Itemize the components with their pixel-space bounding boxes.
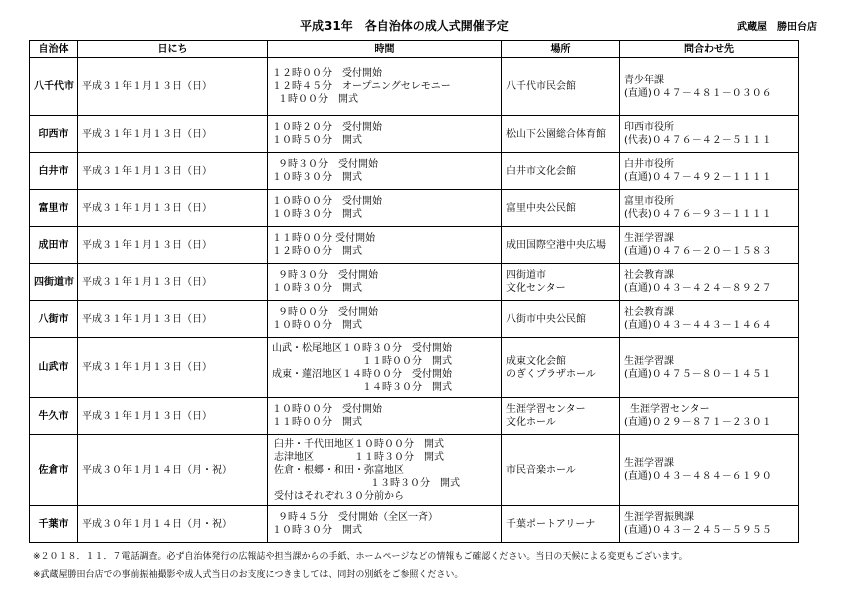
time-line: １２時４５分 オープニングセレモニー — [272, 81, 451, 92]
contact-line: 社会教育課 — [624, 270, 674, 281]
time-line: １１時００分 受付開始 — [272, 233, 376, 244]
contact-line: 社会教育課 — [624, 307, 674, 318]
contact-line: 生涯学習センター — [630, 404, 710, 415]
time-line: ９時００分 受付開始 — [278, 307, 378, 318]
contact-cell — [620, 227, 799, 264]
municipality-cell: 山武市 — [30, 338, 78, 398]
venue-cell — [502, 58, 620, 116]
contact-cell — [620, 264, 799, 301]
contact-cell — [620, 506, 799, 543]
contact-line: 富里市役所 — [624, 196, 674, 207]
time-cell — [268, 264, 502, 301]
col-header-contact: 問合わせ先 — [620, 41, 799, 58]
municipality-cell: 四街道市 — [30, 264, 78, 301]
venue-cell — [502, 264, 620, 301]
venue-line: 成田国際空港中央広場 — [506, 239, 606, 251]
time-cell — [268, 116, 502, 153]
time-line: １０時００分 開式 — [272, 320, 362, 331]
table-row — [30, 338, 799, 398]
time-cell — [268, 58, 502, 116]
contact-line: 白井市役所 — [624, 159, 674, 170]
contact-line: (代表)０４７６－９３－１１１１ — [624, 209, 772, 220]
venue-cell — [502, 338, 620, 398]
time-line: 佐倉・根郷・和田・弥富地区 — [274, 464, 404, 476]
shop-name: 武蔵屋 勝田台店 — [737, 22, 817, 33]
contact-cell — [620, 338, 799, 398]
time-line: １０時２０分 受付開始 — [272, 122, 382, 133]
municipality-cell: 千葉市 — [30, 506, 78, 543]
contact-line: 生涯学習課 — [624, 233, 674, 244]
venue-cell — [502, 435, 620, 506]
time-line: 臼井・千代田地区１０時００分 開式 — [274, 438, 444, 450]
date-cell: 平成３１年１月１３日（日） — [78, 227, 268, 264]
contact-line: (直通)０４３－４２４－８９２７ — [624, 283, 772, 294]
table-row — [30, 264, 799, 301]
table-row — [30, 227, 799, 264]
contact-cell — [620, 398, 799, 435]
date-cell: 平成３１年１月１３日（日） — [78, 58, 268, 116]
date-cell: 平成３１年１月１３日（日） — [78, 153, 268, 190]
municipality-cell: 佐倉市 — [30, 435, 78, 506]
contact-line: (直通)０４７６－２０－１５８３ — [624, 246, 772, 257]
contact-line: 印西市役所 — [624, 122, 674, 133]
date-cell: 平成３０年１月１４日（月・祝） — [78, 435, 268, 506]
date-cell: 平成３１年１月１３日（日） — [78, 116, 268, 153]
municipality-cell: 富里市 — [30, 190, 78, 227]
table-row — [30, 506, 799, 543]
municipality-cell: 八千代市 — [30, 58, 78, 116]
time-line: １０時００分 受付開始 — [272, 196, 382, 207]
municipality-cell: 印西市 — [30, 116, 78, 153]
contact-line: 生涯学習振興課 — [624, 512, 694, 523]
venue-cell — [502, 190, 620, 227]
time-line: １３時３０分 開式 — [370, 477, 460, 489]
col-header-municipality: 自治体 — [30, 41, 78, 58]
venue-line: 生涯学習センター — [506, 404, 586, 415]
contact-line: 生涯学習課 — [624, 355, 674, 367]
date-cell: 平成３１年１月１３日（日） — [78, 338, 268, 398]
venue-line: 松山下公園総合体育館 — [506, 128, 606, 140]
time-cell — [268, 153, 502, 190]
venue-line: 八街市中央公民館 — [506, 313, 586, 325]
time-line: １０時３０分 開式 — [272, 209, 362, 220]
time-line: 受付はそれぞれ３０分前から — [274, 490, 404, 502]
contact-cell — [620, 435, 799, 506]
time-line: 山武・松尾地区１０時３０分 受付開始 — [272, 342, 452, 354]
venue-line: 富里中央公民館 — [506, 202, 576, 214]
schedule-table — [29, 40, 799, 543]
venue-line: 四街道市 — [506, 270, 546, 281]
municipality-cell: 白井市 — [30, 153, 78, 190]
contact-cell — [620, 301, 799, 338]
date-cell: 平成３０年１月１４日（月・祝） — [78, 506, 268, 543]
venue-line: のぎくプラザホール — [506, 368, 596, 380]
contact-line: (代表)０４７６－４２－５１１１ — [624, 135, 772, 146]
venue-line: 千葉ポートアリーナ — [506, 518, 596, 530]
venue-cell — [502, 398, 620, 435]
footnote-reference: ※武蔵屋勝田台店での事前振袖撮影や成人式当日のお支度につきましては、同封の別紙をご参照ください。 — [33, 570, 464, 580]
contact-line: (直通)０４３－４４３－１４６４ — [624, 320, 772, 331]
contact-line: 青少年課 — [624, 74, 664, 86]
time-line: １４時３０分 開式 — [362, 381, 452, 393]
contact-cell — [620, 116, 799, 153]
time-line: １２時００分 開式 — [272, 246, 362, 257]
venue-cell — [502, 116, 620, 153]
contact-cell — [620, 153, 799, 190]
time-line: １１時００分 開式 — [272, 417, 362, 428]
venue-cell — [502, 227, 620, 264]
time-cell — [268, 338, 502, 398]
time-line: １０時３０分 開式 — [272, 172, 362, 183]
municipality-cell: 牛久市 — [30, 398, 78, 435]
page-title: 平成31年 各自治体の成人式開催予定 — [300, 19, 509, 33]
contact-line: (直通)０４７－４９２－１１１１ — [624, 172, 772, 183]
time-line: １２時００分 受付開始 — [272, 68, 382, 79]
date-cell: 平成３１年１月１３日（日） — [78, 264, 268, 301]
time-cell — [268, 398, 502, 435]
date-cell: 平成３１年１月１３日（日） — [78, 190, 268, 227]
time-line: １０時５０分 開式 — [272, 135, 362, 146]
time-line: １１時００分 開式 — [362, 355, 452, 367]
venue-cell — [502, 153, 620, 190]
time-line: １０時３０分 開式 — [272, 525, 362, 536]
time-line: １０時３０分 開式 — [272, 283, 362, 294]
contact-line: (直通)０２９－８７１－２３０１ — [624, 417, 772, 428]
municipality-cell: 成田市 — [30, 227, 78, 264]
time-line: 成東・蓮沼地区１４時００分 受付開始 — [272, 368, 452, 380]
table-row — [30, 116, 799, 153]
venue-line: 白井市文化会館 — [506, 165, 576, 177]
contact-line: (直通)０４７５－８０－１４５１ — [624, 368, 772, 380]
venue-line: 文化ホール — [506, 417, 556, 428]
time-cell — [268, 301, 502, 338]
time-line: ９時３０分 受付開始 — [278, 159, 378, 170]
time-cell — [268, 435, 502, 506]
municipality-cell: 八街市 — [30, 301, 78, 338]
table-row — [30, 301, 799, 338]
contact-line: (直通)０４３－４８４－６１９０ — [624, 471, 772, 482]
venue-cell — [502, 506, 620, 543]
time-cell — [268, 506, 502, 543]
table-row — [30, 153, 799, 190]
venue-line: 文化センター — [506, 283, 566, 294]
time-cell — [268, 227, 502, 264]
time-cell — [268, 190, 502, 227]
time-line: １時００分 開式 — [278, 94, 358, 105]
contact-cell — [620, 58, 799, 116]
date-cell: 平成３１年１月１３日（日） — [78, 398, 268, 435]
venue-cell — [502, 301, 620, 338]
table-row — [30, 435, 799, 506]
table-row — [30, 190, 799, 227]
table-row — [30, 398, 799, 435]
col-header-time: 時間 — [268, 41, 502, 58]
header-row — [30, 41, 799, 58]
time-line: ９時４５分 受付開始（全区一斉） — [278, 512, 438, 523]
contact-line: 生涯学習課 — [624, 458, 674, 469]
venue-line: 八千代市民会館 — [506, 81, 576, 92]
venue-line: 成東文化会館 — [506, 355, 566, 367]
contact-line: (直通)０４７－４８１－０３０６ — [624, 87, 772, 99]
venue-line: 市民音楽ホール — [506, 464, 576, 476]
time-line: 志津地区 １１時３０分 開式 — [274, 451, 444, 463]
col-header-date: 日にち — [78, 41, 268, 58]
contact-line: (直通)０４３－２４５－５９５５ — [624, 525, 772, 536]
time-line: １０時００分 受付開始 — [272, 404, 382, 415]
table-row — [30, 58, 799, 116]
col-header-venue: 場所 — [502, 41, 620, 58]
date-cell: 平成３１年１月１３日（日） — [78, 301, 268, 338]
contact-cell — [620, 190, 799, 227]
footnote-survey: ※２０１８．１１．７電話調査。必ず自治体発行の広報誌や担当課からの手紙、ホームページなどの情報もご確認ください。当日の天候による変更もございます。 — [33, 552, 688, 562]
time-line: ９時３０分 受付開始 — [278, 270, 378, 281]
